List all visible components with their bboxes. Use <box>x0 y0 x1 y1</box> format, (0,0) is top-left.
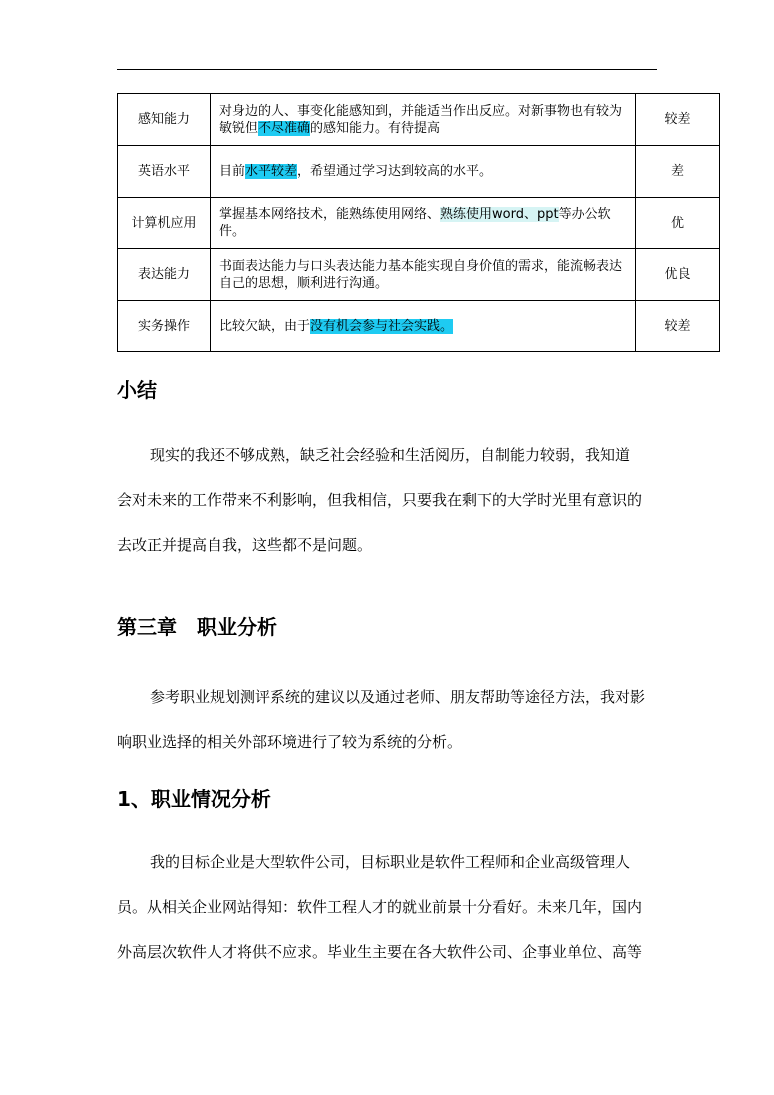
highlighted-text: 不尽准确 <box>258 120 311 136</box>
skill-description <box>211 198 636 249</box>
highlighted-text: 没有机会参与社会实践。 <box>310 318 454 334</box>
paragraph-line: 会对未来的工作带来不利影响，但我相信，只要我在剩下的大学时光里有意识的 <box>117 491 643 509</box>
skill-rating: 优良 <box>636 249 720 301</box>
chapter-intro-paragraph <box>117 675 657 765</box>
chapter-heading: 第三章 职业分析 <box>117 615 277 639</box>
summary-heading: 小结 <box>117 378 157 402</box>
desc-text: 目前 <box>219 164 246 179</box>
header-rule <box>117 69 657 70</box>
paragraph-line: 参考职业规划测评系统的建议以及通过老师、朋友帮助等途径方法，我对影 <box>150 688 646 706</box>
highlighted-text: 熟练使用word、ppt <box>440 207 559 222</box>
skill-name: 实务操作 <box>118 301 211 352</box>
skill-name: 计算机应用 <box>118 198 211 249</box>
paragraph-line: 响职业选择的相关外部环境进行了较为系统的分析。 <box>117 733 463 751</box>
skill-name: 英语水平 <box>118 146 211 198</box>
paragraph-line: 我的目标企业是大型软件公司，目标职业是软件工程师和企业高级管理人 <box>150 853 631 871</box>
skill-rating: 较差 <box>636 94 720 146</box>
table-row <box>118 198 720 249</box>
desc-text: 等办公软件。 <box>219 207 611 239</box>
skill-name: 表达能力 <box>118 249 211 301</box>
section-paragraph <box>117 840 657 975</box>
desc-text: 比较欠缺，由于 <box>219 318 311 334</box>
table-row <box>118 301 720 352</box>
skill-rating: 优 <box>636 198 720 249</box>
paragraph-line: 现实的我还不够成熟，缺乏社会经验和生活阅历，自制能力较弱，我知道 <box>150 446 631 464</box>
skills-table <box>117 93 720 352</box>
highlighted-text: 水平较差 <box>245 164 298 179</box>
skill-name: 感知能力 <box>118 94 211 146</box>
paragraph-line: 去改正并提高自我，这些都不是问题。 <box>117 536 373 554</box>
desc-text: 对身边的人、事变化能感知到，并能适当作出反应。对新事物也有较为敏锐但 <box>219 103 623 136</box>
skill-rating: 差 <box>636 146 720 198</box>
desc-text: ，希望通过学习达到较高的水平。 <box>297 164 493 179</box>
section-heading: 1、职业情况分析 <box>117 787 271 811</box>
table-row <box>118 146 720 198</box>
paragraph-line: 外高层次软件人才将供不应求。毕业生主要在各大软件公司、企事业单位、高等 <box>117 943 643 961</box>
desc-text: 的感知能力。有待提高 <box>310 120 441 136</box>
paragraph-line: 员。从相关企业网站得知：软件工程人才的就业前景十分看好。未来几年，国内 <box>117 898 643 916</box>
skill-description <box>211 301 636 352</box>
table-row <box>118 249 720 301</box>
skill-rating: 较差 <box>636 301 720 352</box>
skill-description <box>211 94 636 146</box>
desc-text: 书面表达能力与口头表达能力基本能实现自身价值的需求，能流畅表达自己的思想，顺利进行沟通。 <box>219 258 623 291</box>
summary-paragraph <box>117 433 657 568</box>
desc-text: 掌握基本网络技术，能熟练使用网络、 <box>219 207 441 222</box>
skill-description <box>211 249 636 301</box>
skill-description <box>211 146 636 198</box>
table-row <box>118 94 720 146</box>
